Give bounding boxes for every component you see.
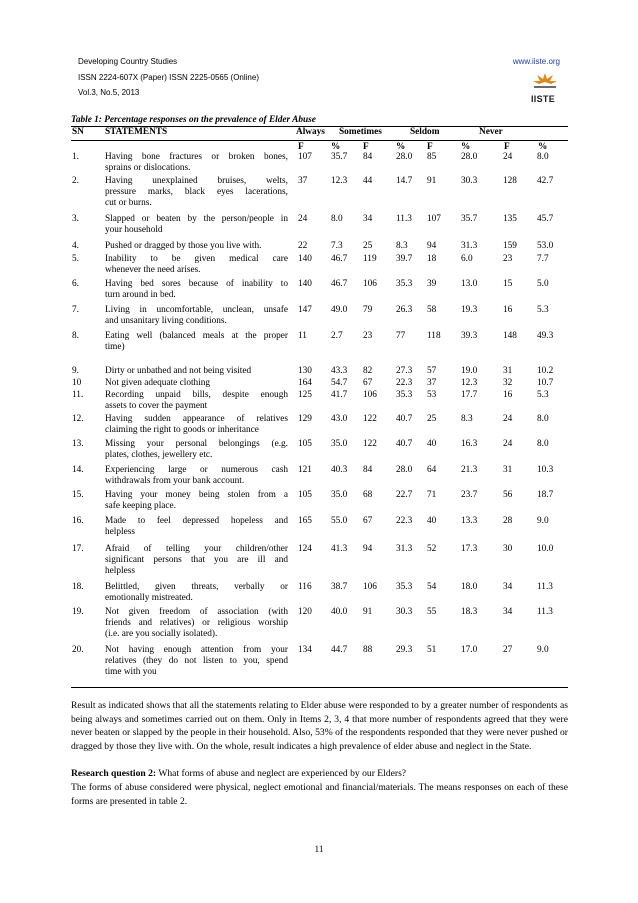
row-value-cell: 19.3	[461, 305, 478, 315]
row-value-cell: 22.3	[396, 378, 413, 388]
row-value-cell: 79	[363, 305, 373, 315]
row-value-cell: 10.2	[537, 366, 554, 376]
col-header-never: Never	[479, 127, 503, 137]
row-value-cell: 106	[363, 582, 377, 592]
row-sn: 17.	[72, 544, 84, 554]
row-value-cell: 9.0	[537, 645, 549, 655]
research-question-line	[71, 767, 568, 781]
row-value-cell: 7.3	[331, 241, 343, 251]
statement-line: Not having enough attention from your	[105, 645, 288, 655]
row-value-cell: 91	[363, 607, 373, 617]
row-statement	[105, 645, 288, 679]
row-value-cell: 55	[427, 607, 437, 617]
row-value-cell: 118	[427, 331, 441, 341]
statement-line: Having unexplained bruises, welts,	[105, 176, 288, 186]
row-value-cell: 54	[427, 582, 437, 592]
row-value-cell: 39.3	[461, 331, 478, 341]
statement-line: significant persons that you are ill and	[105, 555, 288, 566]
statement-line: Living in uncomfortable, unclean, unsafe	[105, 305, 288, 315]
col-header-sometimes: Sometimes	[339, 127, 382, 137]
statement-line: Made to feel depressed hopeless and	[105, 516, 288, 526]
row-value-cell: 12.3	[461, 378, 478, 388]
row-value-cell: 18.0	[461, 582, 478, 592]
table-bottom-rule	[71, 687, 568, 688]
row-value-cell: 105	[298, 439, 312, 449]
statement-line: pressure marks, black eyes lacerations,	[105, 187, 288, 198]
row-value-cell: 11	[298, 331, 307, 341]
row-value-cell: 31	[503, 366, 513, 376]
row-value-cell: 17.7	[461, 390, 478, 400]
statement-line: turn around in bed.	[105, 290, 176, 301]
statement-line: Recording unpaid bills, despite enough	[105, 390, 288, 400]
statement-line: emotionally mistreated.	[105, 593, 193, 604]
volume-line: Vol.3, No.5, 2013	[78, 88, 140, 97]
row-sn: 15.	[72, 490, 84, 500]
row-value-cell: 40.3	[331, 465, 348, 475]
row-sn: 10	[72, 378, 82, 388]
row-value-cell: 31.3	[461, 241, 478, 251]
row-value-cell: 35.7	[331, 152, 348, 162]
row-value-cell: 55.0	[331, 516, 348, 526]
row-value-cell: 84	[363, 152, 373, 162]
row-value-cell: 22.3	[396, 516, 413, 526]
statement-line: Inability to be given medical care	[105, 254, 288, 264]
row-value-cell: 27.3	[396, 366, 413, 376]
row-value-cell: 130	[298, 366, 312, 376]
statement-line: Not given adequate clothing	[105, 378, 211, 388]
row-value-cell: 125	[298, 390, 312, 400]
row-value-cell: 30.3	[396, 607, 413, 617]
row-value-cell: 40.0	[331, 607, 348, 617]
row-value-cell: 25	[427, 414, 437, 424]
statement-line: time)	[105, 342, 125, 353]
row-value-cell: 28	[503, 516, 513, 526]
row-value-cell: 21.3	[461, 465, 478, 475]
row-sn: 1.	[72, 152, 79, 162]
row-value-cell: 107	[427, 214, 441, 224]
row-value-cell: 37	[427, 378, 437, 388]
row-value-cell: 18.7	[537, 490, 554, 500]
row-value-cell: 43.0	[331, 414, 348, 424]
row-value-cell: 119	[363, 254, 377, 264]
row-value-cell: 25	[363, 241, 373, 251]
row-statement	[105, 331, 288, 353]
row-statement	[105, 516, 288, 538]
row-value-cell: 40	[427, 516, 437, 526]
row-value-cell: 42.7	[537, 176, 554, 186]
row-value-cell: 35.0	[331, 439, 348, 449]
col-header-seldom: Seldom	[410, 127, 440, 137]
row-value-cell: 77	[396, 331, 406, 341]
row-statement	[105, 490, 288, 512]
row-value-cell: 26.3	[396, 305, 413, 315]
row-value-cell: 56	[503, 490, 513, 500]
row-value-cell: 8.0	[537, 439, 549, 449]
row-value-cell: 34	[503, 582, 513, 592]
row-value-cell: 8.3	[396, 241, 408, 251]
row-sn: 8.	[72, 331, 79, 341]
row-value-cell: 164	[298, 378, 312, 388]
row-value-cell: 22.7	[396, 490, 413, 500]
research-question-text: What forms of abuse and neglect are experienced by our Elders?	[156, 768, 407, 779]
row-value-cell: 57	[427, 366, 437, 376]
row-value-cell: 11.3	[396, 214, 412, 224]
row-value-cell: 11.3	[537, 582, 553, 592]
statement-line: Pushed or dragged by those you live with.	[105, 241, 262, 251]
row-value-cell: 18.3	[461, 607, 478, 617]
row-value-cell: 107	[298, 152, 312, 162]
row-value-cell: 35.3	[396, 279, 413, 289]
statement-line: Having bone fractures or broken bones,	[105, 152, 288, 162]
row-value-cell: 5.3	[537, 305, 549, 315]
row-value-cell: 49.3	[537, 331, 554, 341]
row-value-cell: 40	[427, 439, 437, 449]
subheader-cell: F	[363, 142, 369, 152]
subheader-cell: F	[504, 142, 510, 152]
row-value-cell: 159	[503, 241, 517, 251]
row-value-cell: 37	[298, 176, 308, 186]
row-value-cell: 24	[298, 214, 308, 224]
statement-line: helpless	[105, 566, 135, 577]
statement-line: cut or burns.	[105, 198, 152, 209]
row-value-cell: 29.3	[396, 645, 413, 655]
subheader-cell: F	[427, 142, 433, 152]
col-header-statements: STATEMENTS	[105, 127, 168, 137]
statement-line: assets to cover the payment	[105, 401, 208, 412]
statement-line: friends and relatives) or religious worship	[105, 618, 288, 629]
row-value-cell: 52	[427, 544, 437, 554]
row-value-cell: 58	[427, 305, 437, 315]
row-value-cell: 147	[298, 305, 312, 315]
statement-line: Dirty or unbathed and not being visited	[105, 366, 252, 376]
row-value-cell: 13.3	[461, 516, 478, 526]
row-value-cell: 106	[363, 390, 377, 400]
row-statement	[105, 214, 288, 236]
statement-line: (i.e. are you socially isolated).	[105, 629, 218, 640]
row-value-cell: 71	[427, 490, 437, 500]
row-value-cell: 39.7	[396, 254, 413, 264]
row-value-cell: 129	[298, 414, 312, 424]
row-statement	[105, 152, 288, 174]
row-value-cell: 35.3	[396, 582, 413, 592]
statement-line: your household	[105, 225, 163, 236]
statement-line: helpless	[105, 527, 135, 538]
row-sn: 13.	[72, 439, 84, 449]
row-value-cell: 122	[363, 439, 377, 449]
row-sn: 7.	[72, 305, 79, 315]
statement-line: relatives (they do not listen to you, spend	[105, 656, 288, 667]
row-value-cell: 8.0	[537, 152, 549, 162]
iiste-logo-text: IISTE	[531, 94, 556, 104]
row-value-cell: 32	[503, 378, 513, 388]
forms-paragraph: The forms of abuse considered were physical, neglect emotional and financial/materials. The means responses on each of these forms are presented in table 2.	[71, 782, 568, 807]
row-value-cell: 41.7	[331, 390, 348, 400]
row-value-cell: 39	[427, 279, 437, 289]
subheader-cell: %	[538, 142, 548, 152]
row-value-cell: 44.7	[331, 645, 348, 655]
row-value-cell: 23	[503, 254, 513, 264]
row-value-cell: 8.0	[537, 414, 549, 424]
row-value-cell: 46.7	[331, 254, 348, 264]
row-value-cell: 8.0	[331, 214, 343, 224]
row-value-cell: 53.0	[537, 241, 554, 251]
row-value-cell: 165	[298, 516, 312, 526]
row-value-cell: 16.3	[461, 439, 478, 449]
row-value-cell: 5.0	[537, 279, 549, 289]
row-sn: 9.	[72, 366, 79, 376]
row-value-cell: 17.0	[461, 645, 478, 655]
subheader-cell: F	[298, 142, 304, 152]
row-value-cell: 140	[298, 254, 312, 264]
row-sn: 2.	[72, 176, 79, 186]
statement-line: sprains or dislocations.	[105, 163, 191, 174]
row-value-cell: 15	[503, 279, 513, 289]
row-value-cell: 124	[298, 544, 312, 554]
row-statement	[105, 366, 288, 377]
statement-line: Not given freedom of association (with	[105, 607, 288, 617]
row-value-cell: 10.3	[537, 465, 554, 475]
row-value-cell: 40.7	[396, 439, 413, 449]
research-question-label: Research question 2:	[71, 768, 157, 779]
statement-line: Eating well (balanced meals at the proper	[105, 331, 288, 341]
row-value-cell: 148	[503, 331, 517, 341]
row-value-cell: 18	[427, 254, 437, 264]
statement-line: safe keeping place.	[105, 501, 176, 512]
subheader-cell: %	[396, 142, 406, 152]
row-value-cell: 7.7	[537, 254, 549, 264]
row-value-cell: 88	[363, 645, 373, 655]
results-paragraph: Result as indicated shows that all the statements relating to Elder abuse were responded to by a greater number of respondents as being always and sometimes carried out on them. Only in Items 2, 3, 4 that more number of respondents agreed that they were never beaten or slapped by the people in their household. Also, 53% of the respondents responded that they were never pushed or dragged by those they live with. On the whole, result indicates a high prevalence of elder abuse and neglect in the State.	[71, 700, 568, 752]
row-value-cell: 40.7	[396, 414, 413, 424]
row-value-cell: 35.7	[461, 214, 478, 224]
row-value-cell: 134	[298, 645, 312, 655]
row-value-cell: 22	[298, 241, 308, 251]
col-header-always: Always	[296, 127, 325, 137]
row-value-cell: 28.0	[396, 152, 413, 162]
row-value-cell: 5.3	[537, 390, 549, 400]
row-statement	[105, 465, 288, 487]
row-value-cell: 24	[503, 439, 513, 449]
row-sn: 3.	[72, 214, 79, 224]
row-value-cell: 13.0	[461, 279, 478, 289]
row-sn: 14.	[72, 465, 84, 475]
row-value-cell: 106	[363, 279, 377, 289]
row-value-cell: 41.3	[331, 544, 348, 554]
row-sn: 20.	[72, 645, 84, 655]
header-rule	[71, 140, 568, 141]
row-value-cell: 28.0	[461, 152, 478, 162]
row-value-cell: 10.7	[537, 378, 554, 388]
row-value-cell: 67	[363, 516, 373, 526]
row-sn: 19.	[72, 607, 84, 617]
row-value-cell: 31.3	[396, 544, 413, 554]
row-value-cell: 53	[427, 390, 437, 400]
row-value-cell: 23	[363, 331, 373, 341]
row-value-cell: 38.7	[331, 582, 348, 592]
row-value-cell: 44	[363, 176, 373, 186]
row-value-cell: 49.0	[331, 305, 348, 315]
row-statement	[105, 241, 288, 252]
row-value-cell: 94	[363, 544, 373, 554]
row-value-cell: 24	[503, 414, 513, 424]
subheader-cell: %	[461, 142, 471, 152]
row-value-cell: 31	[503, 465, 513, 475]
statement-line: Slapped or beaten by the person/people in	[105, 214, 288, 224]
statement-line: Missing your personal belongings (e.g.	[105, 439, 288, 449]
statement-line: Having bed sores because of inability to	[105, 279, 288, 289]
row-value-cell: 6.0	[461, 254, 473, 264]
row-value-cell: 8.3	[461, 414, 473, 424]
row-value-cell: 16	[503, 305, 513, 315]
statement-line: Having sudden appearance of relatives	[105, 414, 288, 424]
row-statement	[105, 582, 288, 604]
row-sn: 12.	[72, 414, 84, 424]
row-value-cell: 67	[363, 378, 373, 388]
row-value-cell: 135	[503, 214, 517, 224]
row-value-cell: 46.7	[331, 279, 348, 289]
row-value-cell: 91	[427, 176, 437, 186]
row-value-cell: 51	[427, 645, 437, 655]
row-sn: 16.	[72, 516, 84, 526]
row-value-cell: 30	[503, 544, 513, 554]
row-statement	[105, 254, 288, 276]
statement-line: withdrawals from your bank account.	[105, 476, 245, 487]
row-value-cell: 68	[363, 490, 373, 500]
row-value-cell: 45.7	[537, 214, 554, 224]
table-caption: Table 1: Percentage responses on the prevalence of Elder Abuse	[71, 115, 316, 125]
row-sn: 18.	[72, 582, 84, 592]
row-value-cell: 16	[503, 390, 513, 400]
subheader-cell: %	[331, 142, 341, 152]
row-statement	[105, 176, 288, 210]
row-value-cell: 121	[298, 465, 312, 475]
row-value-cell: 19.0	[461, 366, 478, 376]
row-value-cell: 24	[503, 152, 513, 162]
row-value-cell: 122	[363, 414, 377, 424]
statement-line: and unsanitary living conditions.	[105, 316, 227, 327]
row-value-cell: 35.3	[396, 390, 413, 400]
row-value-cell: 11.3	[537, 607, 553, 617]
row-value-cell: 128	[503, 176, 517, 186]
page-number: 11	[314, 845, 324, 855]
row-statement	[105, 279, 288, 301]
row-value-cell: 105	[298, 490, 312, 500]
row-value-cell: 28.0	[396, 465, 413, 475]
row-value-cell: 120	[298, 607, 312, 617]
row-value-cell: 23.7	[461, 490, 478, 500]
row-value-cell: 35.0	[331, 490, 348, 500]
row-statement	[105, 544, 288, 578]
statement-line: time with you	[105, 667, 157, 678]
col-header-sn: SN	[72, 127, 84, 137]
row-value-cell: 34	[503, 607, 513, 617]
journal-name: Developing Country Studies	[78, 57, 178, 66]
statement-line: Afraid of telling your children/other	[105, 544, 288, 554]
row-value-cell: 2.7	[331, 331, 343, 341]
statement-line: claiming the right to goods or inheritance	[105, 425, 259, 436]
row-statement	[105, 390, 288, 412]
journal-url-link[interactable]: www.iiste.org	[512, 57, 560, 66]
row-statement	[105, 414, 288, 436]
row-value-cell: 10.0	[537, 544, 554, 554]
row-value-cell: 9.0	[537, 516, 549, 526]
row-value-cell: 84	[363, 465, 373, 475]
row-value-cell: 116	[298, 582, 312, 592]
row-value-cell: 43.3	[331, 366, 348, 376]
row-sn: 5.	[72, 254, 79, 264]
row-value-cell: 64	[427, 465, 437, 475]
statement-line: Belittled, given threats, verbally or	[105, 582, 288, 592]
row-value-cell: 12.3	[331, 176, 348, 186]
statement-line: plates, clothes, jewellery etc.	[105, 450, 213, 461]
row-value-cell: 85	[427, 152, 437, 162]
row-value-cell: 27	[503, 645, 513, 655]
row-value-cell: 82	[363, 366, 373, 376]
row-value-cell: 140	[298, 279, 312, 289]
row-statement	[105, 378, 288, 389]
statement-line: Having your money being stolen from a	[105, 490, 288, 500]
row-statement	[105, 607, 288, 641]
statement-line: whenever the need arises.	[105, 265, 201, 276]
row-value-cell: 34	[363, 214, 373, 224]
row-value-cell: 94	[427, 241, 437, 251]
row-sn: 11.	[72, 390, 84, 400]
row-value-cell: 54.7	[331, 378, 348, 388]
issn-line: ISSN 2224-607X (Paper) ISSN 2225-0565 (Online)	[78, 73, 259, 82]
row-value-cell: 30.3	[461, 176, 478, 186]
row-statement	[105, 305, 288, 327]
row-sn: 4.	[72, 241, 79, 251]
row-sn: 6.	[72, 279, 79, 289]
statement-line: Experiencing large or numerous cash	[105, 465, 288, 475]
row-value-cell: 14.7	[396, 176, 413, 186]
row-statement	[105, 439, 288, 461]
row-value-cell: 17.3	[461, 544, 478, 554]
